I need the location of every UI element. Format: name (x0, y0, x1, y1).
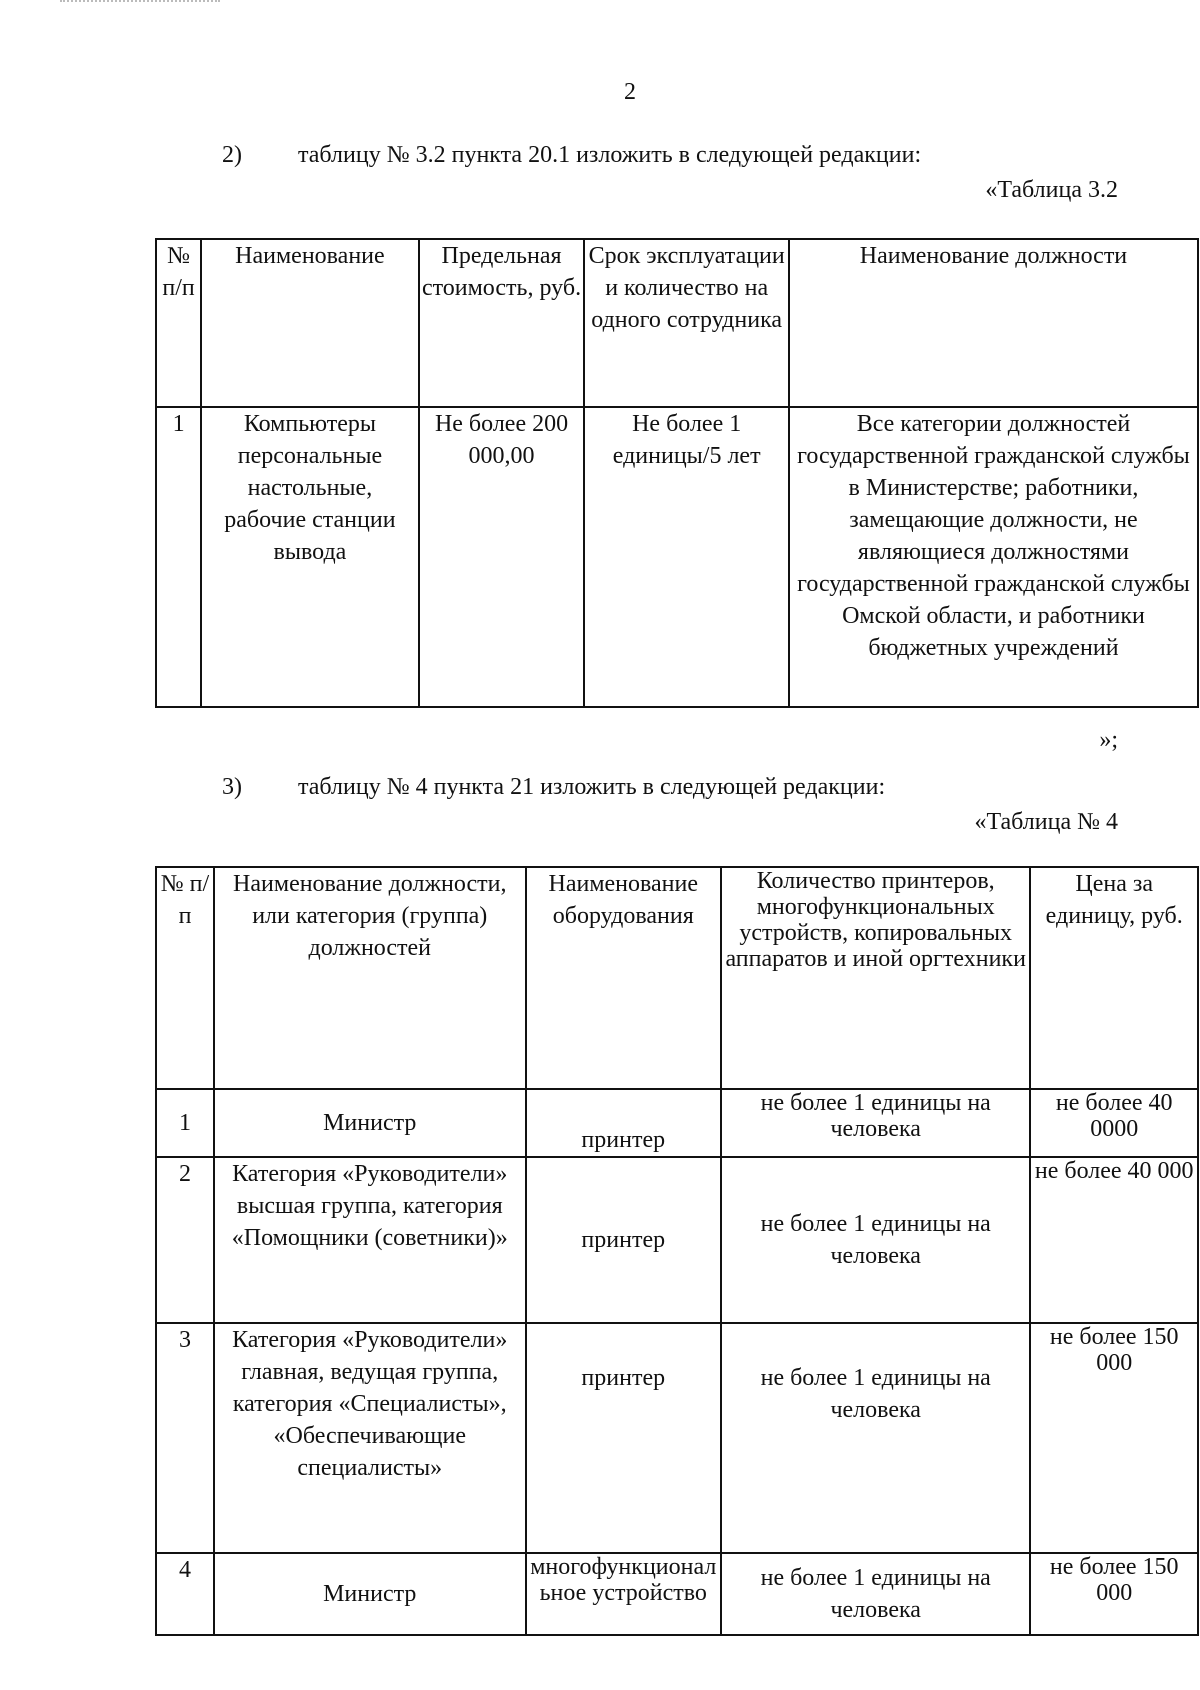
t4-row4-quantity: не более 1 единицы на человека (721, 1553, 1030, 1635)
t4-row1-quantity: не более 1 единицы на человека (721, 1089, 1030, 1157)
t4-header-position: Наименование должности, или категория (группа) должностей (214, 867, 526, 1089)
table-row (156, 1089, 1198, 1157)
table-row (156, 1323, 1198, 1553)
table-3-2-closing-quote: »; (1099, 727, 1118, 753)
t4-row2-price: не более 40 000 (1030, 1157, 1198, 1323)
t32-row1-cost: Не более 200 000,00 (419, 407, 585, 707)
scan-artifact (60, 0, 220, 10)
t4-row4-num: 4 (156, 1553, 214, 1635)
t4-row4-equipment: многофункциональное устройство (526, 1553, 722, 1635)
table-3-2-header-row (156, 239, 1198, 407)
t4-row3-position: Категория «Руководители» главная, ведущая группа, категория «Специалисты», «Обеспечивающие специалисты» (214, 1323, 526, 1553)
t4-row2-equipment: принтер (526, 1157, 722, 1323)
t4-row3-num: 3 (156, 1323, 214, 1553)
t4-header-price: Цена за единицу, руб. (1030, 867, 1198, 1089)
table-4 (155, 866, 1199, 1636)
t4-row1-position: Министр (214, 1089, 526, 1157)
t4-row3-quantity: не более 1 единицы на человека (721, 1323, 1030, 1553)
page-number: 2 (624, 79, 636, 105)
item-3-text: таблицу № 4 пункта 21 изложить в следующей редакции: (298, 774, 886, 800)
table-4-header-row (156, 867, 1198, 1089)
table-3-2 (155, 238, 1199, 708)
t4-header-num: № п/п (156, 867, 214, 1089)
item-3-line (222, 771, 885, 803)
t4-row2-quantity: не более 1 единицы на человека (721, 1157, 1030, 1323)
t4-row4-price: не более 150 000 (1030, 1553, 1198, 1635)
item-2-line (222, 139, 921, 171)
item-2-text: таблицу № 3.2 пункта 20.1 изложить в следующей редакции: (298, 142, 922, 168)
t32-header-term: Срок эксплуатации и количество на одного сотрудника (584, 239, 789, 407)
t4-row3-price: не более 150 000 (1030, 1323, 1198, 1553)
t32-row1-position: Все категории должностей государственной гражданской службы в Министерстве; работники, замещающие должности, не являющиеся должностями государственной гражданской службы Омской области, и работники бюджетных учреждений (789, 407, 1198, 707)
t4-row1-equipment: принтер (526, 1089, 722, 1157)
t4-header-quantity: Количество принтеров, многофункциональных устройств, копировальных аппаратов и иной оргтехники (721, 867, 1030, 1089)
table-row (156, 1157, 1198, 1323)
t32-row1-num: 1 (156, 407, 201, 707)
t32-header-cost: Предельная стоимость, руб. (419, 239, 585, 407)
t32-row1-name: Компьютеры персональные настольные, рабочие станции вывода (201, 407, 418, 707)
item-2-number: 2) (222, 142, 242, 168)
table-row (156, 1553, 1198, 1635)
table-3-2-caption: «Таблица 3.2 (985, 177, 1118, 203)
t32-header-position: Наименование должности (789, 239, 1198, 407)
item-3-number: 3) (222, 774, 242, 800)
t32-header-num: № п/п (156, 239, 201, 407)
t4-row1-num: 1 (156, 1089, 214, 1157)
t4-header-equipment: Наименование оборудования (526, 867, 722, 1089)
t32-header-name: Наименование (201, 239, 418, 407)
table-row (156, 407, 1198, 707)
t4-row2-num: 2 (156, 1157, 214, 1323)
t4-row1-price: не более 40 0000 (1030, 1089, 1198, 1157)
t32-row1-term: Не более 1 единицы/5 лет (584, 407, 789, 707)
t4-row3-equipment: принтер (526, 1323, 722, 1553)
t4-row2-position: Категория «Руководители» высшая группа, категория «Помощники (советники)» (214, 1157, 526, 1323)
table-4-caption: «Таблица № 4 (974, 809, 1118, 835)
t4-row4-position: Министр (214, 1553, 526, 1635)
